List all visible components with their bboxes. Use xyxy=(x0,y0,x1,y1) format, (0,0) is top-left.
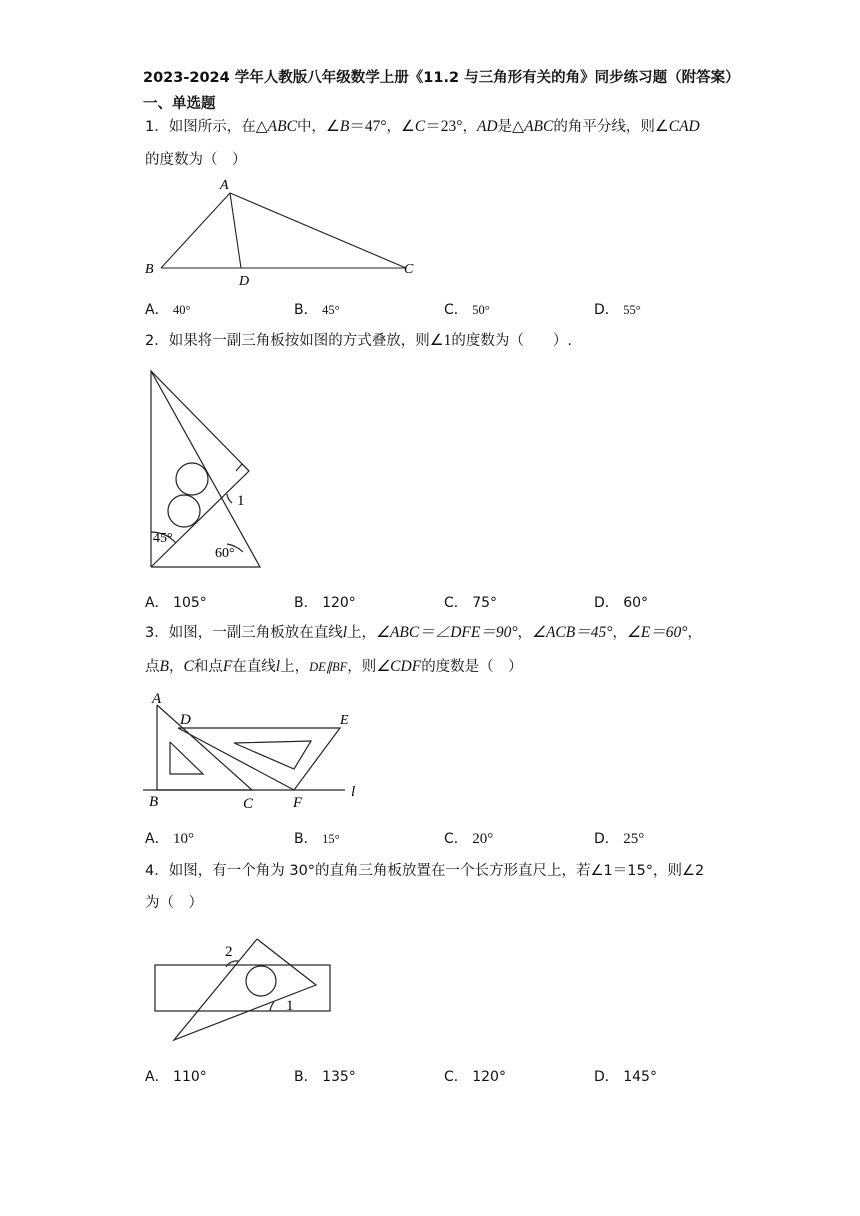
text: 的度数为（ ）. xyxy=(451,333,572,349)
question-3-figure xyxy=(140,686,370,812)
option-value: 60° xyxy=(623,595,649,611)
text: ， xyxy=(386,119,402,135)
label-E: E xyxy=(340,713,349,728)
option-value: 120° xyxy=(322,595,356,611)
math-var: AD xyxy=(476,118,498,135)
angle-1-label: 1 xyxy=(286,998,294,1014)
text: 是 xyxy=(497,119,513,135)
question-1-figure xyxy=(140,175,430,290)
option-value: 50° xyxy=(472,303,490,317)
option-value: 145° xyxy=(623,1069,657,1085)
option-a[interactable] xyxy=(145,828,194,848)
text: 上， xyxy=(347,625,377,641)
text: ， xyxy=(687,625,702,641)
question-1-text-line2: 的度数为（ ） xyxy=(145,152,247,168)
text: 如图，有一个角为 30°的直角三角板放置在一个长方形直尺上，若∠1＝15°，则∠2 xyxy=(168,863,705,879)
label-C: C xyxy=(404,262,414,277)
text: 的角平分线，则 xyxy=(553,119,655,135)
option-c[interactable] xyxy=(444,1066,506,1086)
angle-2-label: 2 xyxy=(225,944,233,960)
option-value: 15° xyxy=(322,832,340,846)
text: 的度数是（ ） xyxy=(421,659,523,675)
label-A: A xyxy=(220,178,229,193)
math-value: ＝23° xyxy=(425,118,463,135)
question-4-text xyxy=(145,861,704,881)
option-value: 25° xyxy=(623,831,645,847)
section-heading: 一、单选题 xyxy=(143,96,216,112)
option-letter: A． xyxy=(145,302,169,318)
text: 如果将一副三角板按如图的方式叠放，则 xyxy=(168,333,430,349)
option-value: 110° xyxy=(173,1069,207,1085)
math-var: B xyxy=(159,658,169,675)
angle-1-label: 1 xyxy=(237,493,245,509)
option-value: 120° xyxy=(472,1069,506,1085)
text: ， xyxy=(517,625,533,641)
option-a[interactable] xyxy=(145,299,191,319)
text: 在直线 xyxy=(232,659,276,675)
option-b[interactable] xyxy=(294,592,356,612)
option-d[interactable] xyxy=(594,592,648,612)
option-c[interactable] xyxy=(444,592,497,612)
math-var: l xyxy=(342,624,348,641)
text: 如图所示，在 xyxy=(168,119,256,135)
text: 上， xyxy=(280,659,310,675)
option-letter: C． xyxy=(444,302,468,318)
option-c[interactable] xyxy=(444,299,490,319)
math-var: F xyxy=(222,658,233,675)
option-letter: C． xyxy=(444,1069,468,1085)
question-number: 4． xyxy=(145,863,169,879)
option-letter: D． xyxy=(594,302,619,318)
question-3-text xyxy=(145,623,702,643)
option-value: 40° xyxy=(173,303,191,317)
question-2-text xyxy=(145,331,572,351)
option-letter: B． xyxy=(294,831,318,847)
option-b[interactable] xyxy=(294,828,340,848)
question-2-figure xyxy=(140,362,280,577)
option-value: 105° xyxy=(173,595,207,611)
math-var: C xyxy=(183,658,194,675)
text: 点 xyxy=(145,659,160,675)
option-letter: A． xyxy=(145,1069,169,1085)
option-letter: B． xyxy=(294,302,318,318)
option-value: 45° xyxy=(322,303,340,317)
text: 和点 xyxy=(193,659,223,675)
option-d[interactable] xyxy=(594,299,641,319)
question-4-figure xyxy=(150,932,340,1044)
option-letter: D． xyxy=(594,595,619,611)
angle-symbol: ∠ xyxy=(654,118,669,135)
math-expr: ∠E＝60° xyxy=(626,624,688,641)
text: ， xyxy=(168,659,184,675)
angle-60-label: 60° xyxy=(215,546,235,561)
option-letter: B． xyxy=(294,595,318,611)
option-c[interactable] xyxy=(444,828,493,848)
option-letter: C． xyxy=(444,831,468,847)
label-B: B xyxy=(145,262,154,277)
option-letter: D． xyxy=(594,831,619,847)
math-value: ＝47° xyxy=(349,118,387,135)
option-letter: A． xyxy=(145,831,169,847)
label-C: C xyxy=(243,796,254,812)
math-var: C xyxy=(414,118,426,135)
option-value: 55° xyxy=(623,303,641,317)
angle-symbol: ∠ xyxy=(401,118,415,135)
label-A: A xyxy=(152,691,162,707)
triangle-symbol: △ xyxy=(512,118,525,135)
question-number: 2． xyxy=(145,333,169,349)
question-1-text xyxy=(145,117,700,137)
angle-symbol: ∠ xyxy=(325,118,340,135)
math-expr: ∠ACB＝45° xyxy=(532,624,613,641)
text: 如图，一副三角板放在直线 xyxy=(168,625,343,641)
option-a[interactable] xyxy=(145,592,207,612)
text: ， xyxy=(612,625,627,641)
option-letter: C． xyxy=(444,595,468,611)
page-title: 2023-2024 学年人教版八年级数学上册《11.2 与三角形有关的角》同步练习题（附答案） xyxy=(143,70,740,86)
option-b[interactable] xyxy=(294,299,340,319)
option-letter: A． xyxy=(145,595,169,611)
question-4-text-line2: 为（ ） xyxy=(145,895,203,911)
text: ， xyxy=(462,119,477,135)
math-var: CAD xyxy=(668,118,700,135)
option-value: 20° xyxy=(472,831,494,847)
triangle-symbol: △ xyxy=(255,118,268,135)
math-expr: ∠CDF xyxy=(376,658,422,675)
option-value: 135° xyxy=(322,1069,356,1085)
option-letter: D． xyxy=(594,1069,619,1085)
math-value: ∠1 xyxy=(429,332,452,349)
question-number: 1． xyxy=(145,119,169,135)
option-letter: B． xyxy=(294,1069,318,1085)
label-l: l xyxy=(351,784,356,800)
math-var: ABC xyxy=(267,118,297,135)
angle-45-label: 45° xyxy=(153,531,173,546)
question-number: 3． xyxy=(145,625,169,641)
option-value: 75° xyxy=(472,595,498,611)
label-D: D xyxy=(180,712,191,728)
label-D: D xyxy=(239,274,250,289)
question-3-text-line2 xyxy=(145,657,523,677)
option-a[interactable] xyxy=(145,1066,207,1086)
label-F: F xyxy=(293,795,303,811)
option-value: 10° xyxy=(173,831,195,847)
label-B: B xyxy=(149,794,159,810)
math-var: ABC xyxy=(524,118,554,135)
text: ，则 xyxy=(347,659,377,675)
math-var: l xyxy=(275,658,281,675)
option-d[interactable] xyxy=(594,828,644,848)
text: 中， xyxy=(296,119,326,135)
option-b[interactable] xyxy=(294,1066,356,1086)
math-expr: DE∥BF xyxy=(309,660,348,674)
math-var: B xyxy=(339,118,350,135)
math-expr: ∠ABC＝∠DFE＝90° xyxy=(376,624,518,641)
option-d[interactable] xyxy=(594,1066,657,1086)
